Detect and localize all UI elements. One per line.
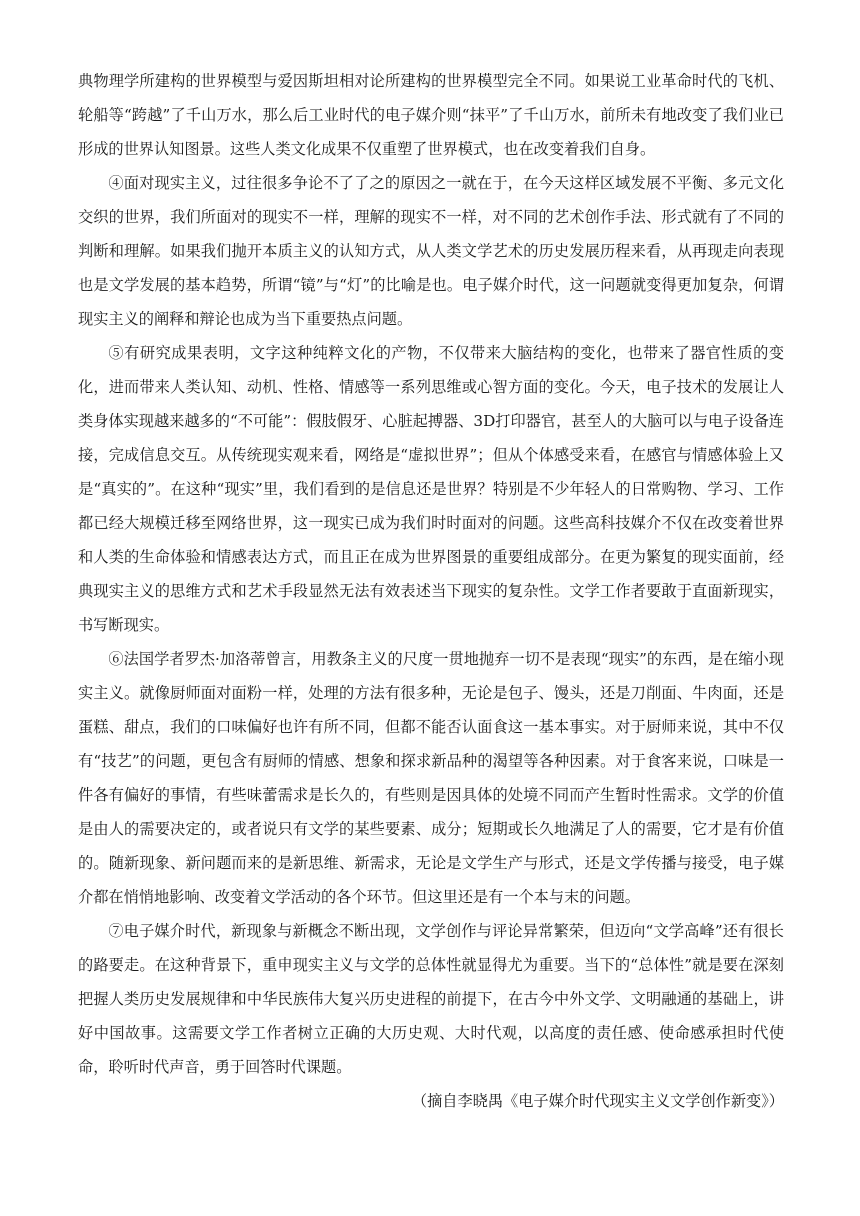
paragraph-3-continued: 典物理学所建构的世界模型与爱因斯坦相对论所建构的世界模型完全不同。如果说工业革命时代的飞机、轮船等“跨越”了千山万水，那么后工业时代的电子媒介则“抹平”了千山万水，前所未有地改变了我们业已形成的世界认知图景。这些人类文化成果不仅重塑了世界模式，也在改变着我们自身。 — [78, 72, 784, 158]
source-citation: （摘自李晓禺《电子媒介时代现实主义文学创作新变》） — [411, 1092, 784, 1110]
paragraph-7: ⑦电子媒介时代，新现象与新概念不断出现，文学创作与评论异常繁荣，但迈向“文学高峰”还有很长的路要走。在这种背景下，重申现实主义与文学的总体性就显得尤为重要。当下的“总体性”就是要在深刻把握人类历史发展规律和中华民族伟大复兴历史进程的前提下，在古今中外文学、文明融通的基础上，讲好中国故事。这需要文学工作者树立正确的大历史观、大时代观，以高度的责任感、使命感承担时代使命，聆听时代声音，勇于回答时代课题。 — [78, 922, 784, 1076]
paragraph-4: ④面对现实主义，过往很多争论不了了之的原因之一就在于，在今天这样区域发展不平衡、多元文化交织的世界，我们所面对的现实不一样，理解的现实不一样，对不同的艺术创作手法、形式就有了不同的判断和理解。如果我们抛开本质主义的认知方式，从人类文学艺术的历史发展历程来看，从再现走向表现也是文学发展的基本趋势，所谓“镜”与“灯”的比喻是也。电子媒介时代，这一问题就变得更加复杂，何谓现实主义的阐释和辩论也成为当下重要热点问题。 — [78, 174, 784, 328]
document-page — [78, 64, 784, 1118]
paragraph-6: ⑥法国学者罗杰·加洛蒂曾言，用教条主义的尺度一贯地抛弃一切不是表现“现实”的东西，是在缩小现实主义。就像厨师面对面粉一样，处理的方法有很多种，无论是包子、馒头，还是刀削面、牛肉面，还是蛋糕、甜点，我们的口味偏好也许有所不同，但都不能否认面食这一基本事实。对于厨师来说，其中不仅有“技艺”的问题，更包含有厨师的情感、想象和探求新品种的渴望等各种因素。对于食客来说，口味是一件各有偏好的事情，有些味蕾需求是长久的，有些则是因具体的处境不同而产生暂时性需求。文学的价值是由人的需要决定的，或者说只有文学的某些要素、成分；短期或长久地满足了人的需要，它才是有价值的。随新现象、新问题而来的是新思维、新需求，无论是文学生产与形式，还是文学传播与接受，电子媒介都在悄悄地影响、改变着文学活动的各个环节。但这里还是有一个本与末的问题。 — [78, 650, 784, 906]
paragraph-5: ⑤有研究成果表明，文字这种纯粹文化的产物，不仅带来大脑结构的变化，也带来了器官性质的变化，进而带来人类认知、动机、性格、情感等一系列思维或心智方面的变化。今天，电子技术的发展让人类身体实现越来越多的“不可能”：假肢假牙、心脏起搏器、3D打印器官，甚至人的大脑可以与电子设备连接，完成信息交互。从传统现实观来看，网络是“虚拟世界”；但从个体感受来看，在感官与情感体验上又是“真实的”。在这种“现实”里，我们看到的是信息还是世界？特别是不少年轻人的日常购物、学习、工作都已经大规模迁移至网络世界，这一现实已成为我们时时面对的问题。这些高科技媒介不仅在改变着世界和人类的生命体验和情感表达方式，而且正在成为世界图景的重要组成部分。在更为繁复的现实面前，经典现实主义的思维方式和艺术手段显然无法有效表述当下现实的复杂性。文学工作者要敢于直面新现实，书写断现实。 — [78, 344, 784, 634]
